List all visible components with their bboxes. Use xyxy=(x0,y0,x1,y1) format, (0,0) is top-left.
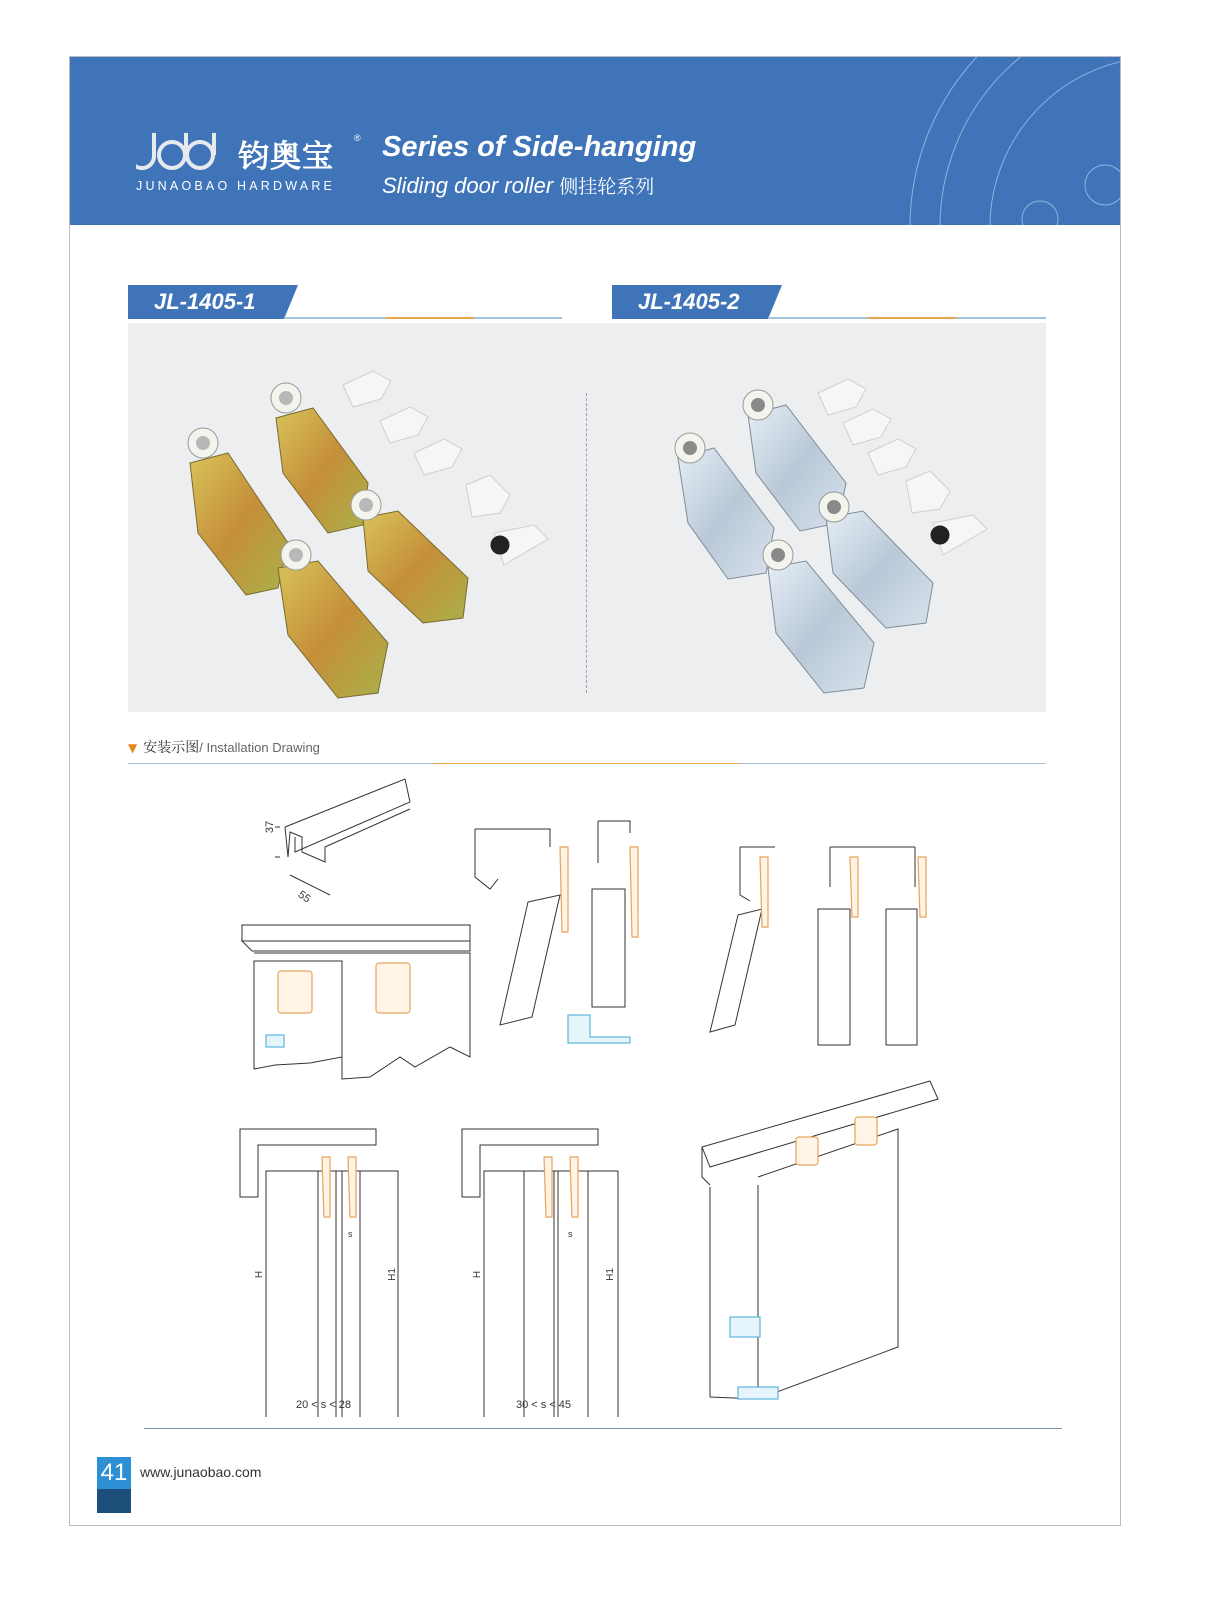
track-profile-drawing xyxy=(275,779,410,895)
floor-guide-3d-2 xyxy=(738,1387,778,1399)
brand-name-cn: 钧奥宝 xyxy=(238,139,334,175)
floor-guide-detail xyxy=(266,1035,284,1047)
page-number-accent xyxy=(97,1489,131,1513)
floor-guide-3d-1 xyxy=(730,1317,760,1337)
model-tab-2: JL-1405-2 xyxy=(612,285,768,319)
roller-plate-3d-2 xyxy=(855,1117,877,1145)
height1-label-1: H1 xyxy=(386,1268,398,1281)
model-tab-1: JL-1405-1 xyxy=(128,285,284,319)
roller-plate-detail-1 xyxy=(278,971,312,1013)
height1-label-2: H1 xyxy=(604,1268,616,1281)
gap-range-label-1: 20 < s < 28 xyxy=(296,1399,352,1411)
page-number: 41 xyxy=(97,1457,131,1489)
series-subtitle-cn: 侧挂轮系列 xyxy=(559,176,655,198)
registered-mark: ® xyxy=(354,133,361,143)
roller-plate-3d-1 xyxy=(796,1137,818,1165)
floor-guide-side xyxy=(568,1015,630,1043)
footer-divider xyxy=(144,1428,1062,1429)
catalog-page xyxy=(69,56,1121,1526)
series-subtitle-en: Sliding door roller xyxy=(382,173,554,198)
gap-label-1: s xyxy=(348,1229,353,1239)
page-number-box xyxy=(97,1457,131,1513)
brand-name-en: JUNAOBAO HARDWARE xyxy=(136,179,336,193)
height-label-2: H xyxy=(472,1270,484,1279)
website-link[interactable]: www.junaobao.com xyxy=(140,1464,262,1480)
front-view-drawing xyxy=(242,925,470,1079)
installation-title-cn: 安装示图 xyxy=(143,740,200,756)
installation-drawings xyxy=(70,57,1120,1417)
track-width-label: 55 xyxy=(295,888,313,906)
elevation-drawings xyxy=(240,1129,618,1417)
assembly-3d-drawing xyxy=(702,1081,938,1399)
height-label-1: H xyxy=(254,1270,266,1279)
gap-label-2: s xyxy=(568,1229,573,1239)
installation-title-en: / Installation Drawing xyxy=(199,740,320,755)
triangle-icon: ▼ xyxy=(128,741,138,755)
track-height-label: 37 xyxy=(264,820,277,834)
gap-range-label-2: 30 < s < 45 xyxy=(516,1399,572,1411)
series-title: Series of Side-hanging xyxy=(382,131,697,163)
side-section-drawings xyxy=(475,821,917,1045)
roller-plate-detail-2 xyxy=(376,963,410,1013)
